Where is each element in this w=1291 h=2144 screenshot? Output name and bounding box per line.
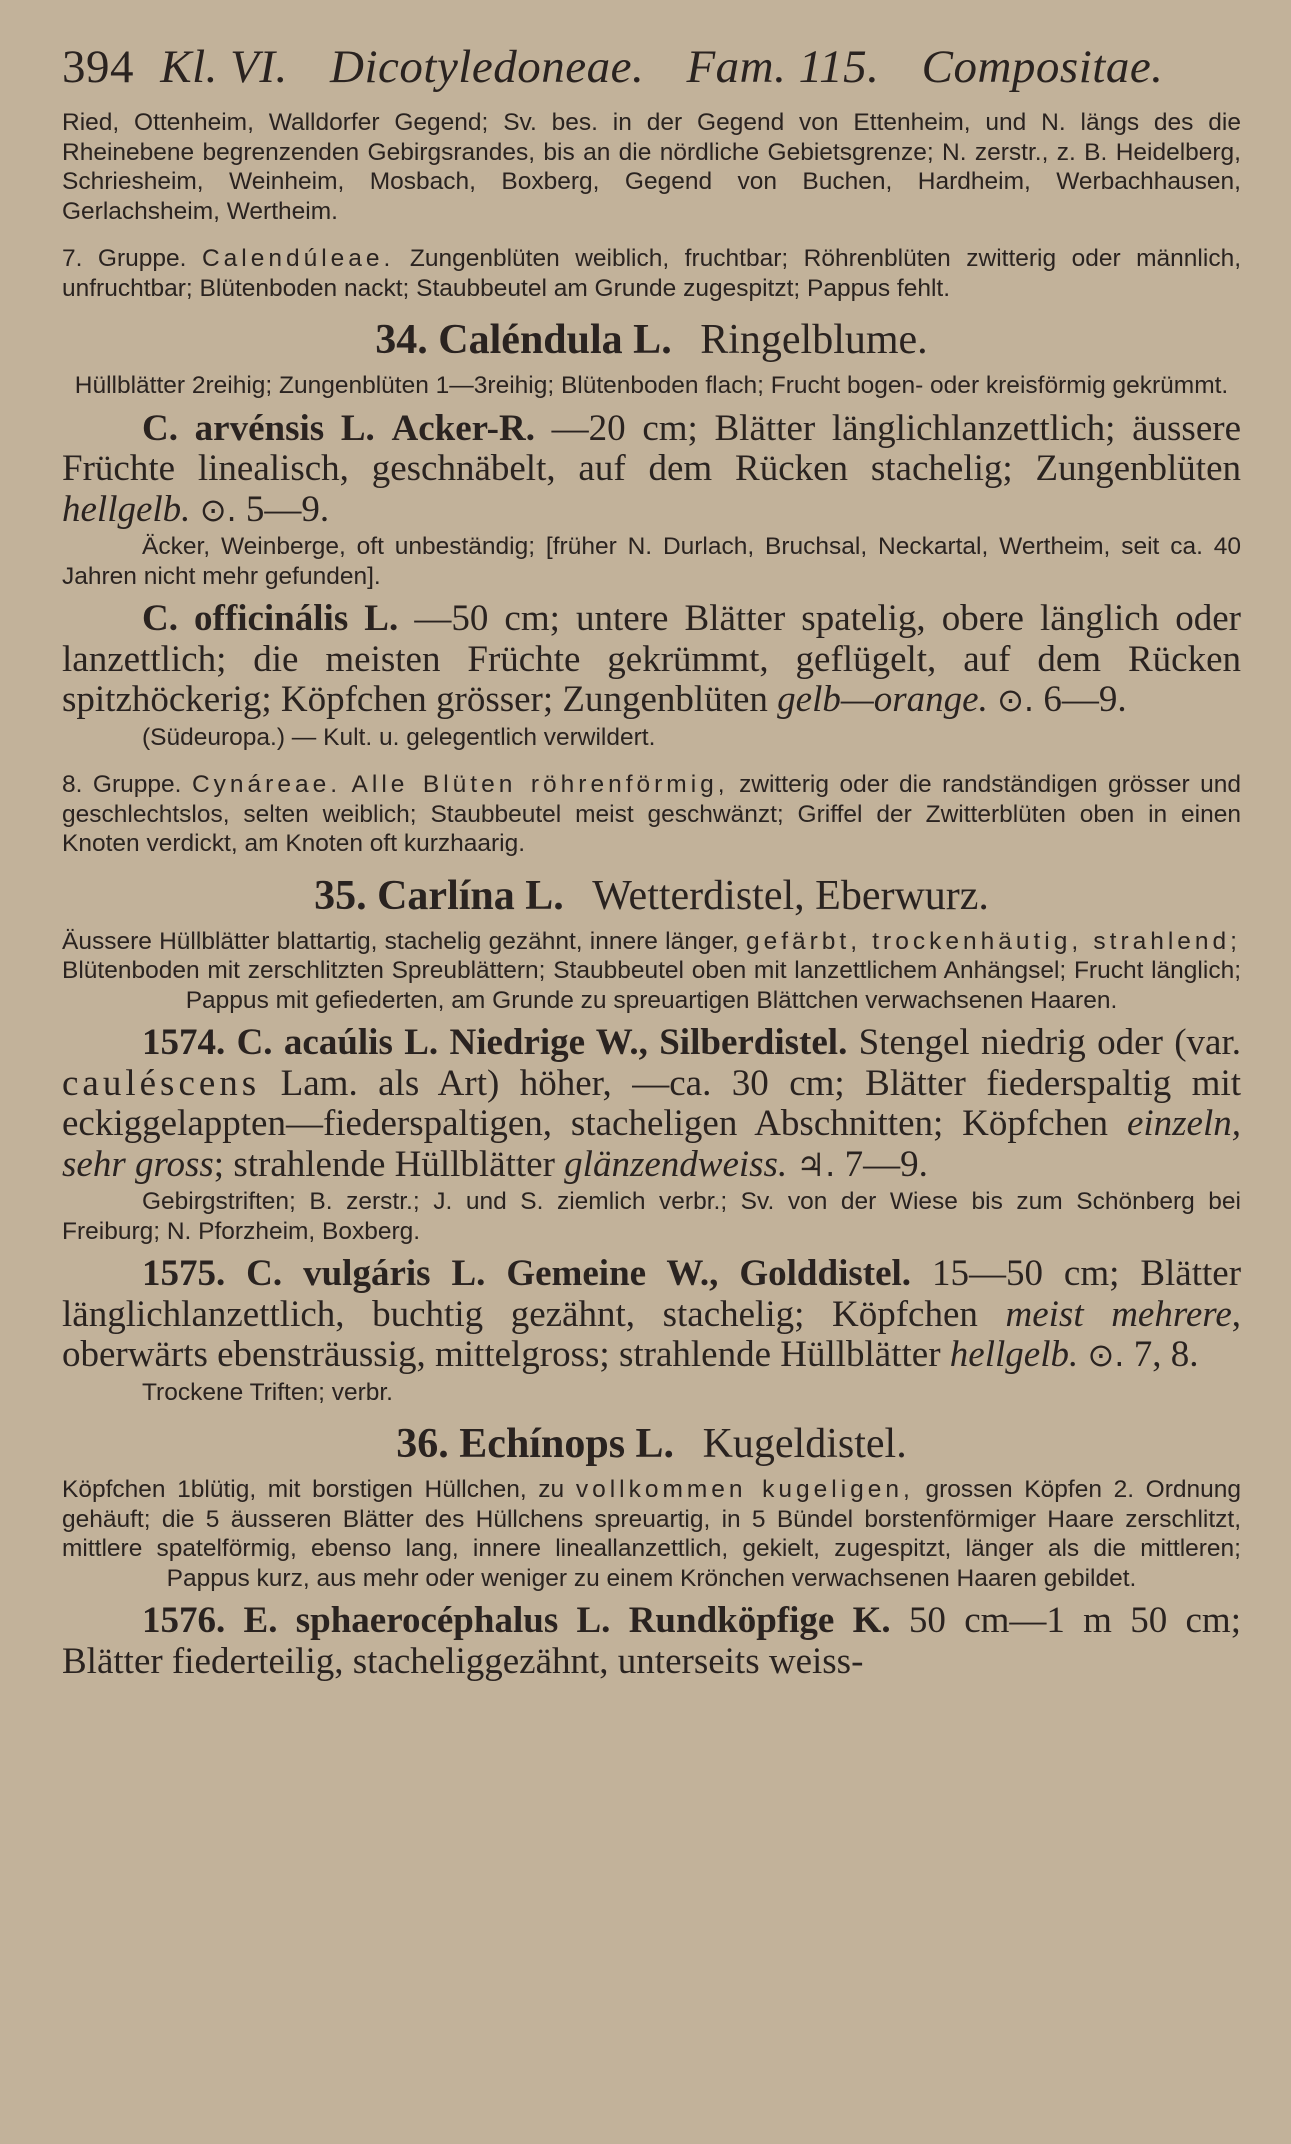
species-arvensis-localities: Äcker, Weinberge, oft unbeständig; [früher N. Durlach, Bruchsal, Neckartal, Wertheim, seit ca. 40 Jahren nicht mehr gefunden]. [62, 533, 1241, 590]
genus-35-description-spaced: gefärbt, trockenhäutig, strahlend; [745, 927, 1241, 955]
species-1574-text-2: Lam. als Art) höher, —ca. 30 cm; Blätter fiederspaltig mit eckiggelappten—fiederspaltigen, stacheligen Abschnitten; Köpfchen [62, 1062, 1242, 1144]
species-1575 [62, 1254, 1241, 1376]
class-label: Kl. VI. [160, 41, 288, 93]
genus-36-heading [62, 1417, 1241, 1471]
intro-localities: Ried, Ottenheim, Walldorfer Gegend; Sv. bes. in der Gegend von Ettenheim, und N. längs des die Rheinebene begrenzenden Gebirgsrandes, bis an die nördliche Gebietsgrenze; N. zerstr., z. B. Heidelberg, Schriesheim, Weinheim, Mosbach, Boxberg, Gegend von Buchen, Hardheim, Werbachhausen, Gerlachsheim, Wertheim. [62, 109, 1241, 225]
genus-36-description-spaced: vollkommen kugeligen, [575, 1476, 914, 1503]
species-officinalis-text: —50 cm; untere Blätter spatelig, obere länglich oder lanzettlich; die meisten Früchte gekrümmt, geflügelt, auf dem Rücken spitzhöckerig; Köpfchen grösser; Zungenblüten [62, 598, 1242, 720]
species-1576-common: Rundköpfige K. [628, 1600, 891, 1641]
running-header [62, 38, 1241, 96]
species-1575-color: hellgelb. [949, 1334, 1079, 1375]
group-8-name: Cynáreae. [191, 771, 342, 798]
species-1575-text-1: 15—50 cm; Blätter länglichlanzettlich, buchtig gezähnt, stachelig; Köpfchen [62, 1253, 1242, 1335]
species-officinalis-color: gelb—orange. [777, 679, 988, 720]
subclass-label: Dicotyledoneae. [330, 41, 645, 93]
species-1574-localities: Gebirgstriften; B. zerstr.; J. und S. ziemlich verbr.; Sv. von der Wiese bis zum Schönberg bei Freiburg; N. Pforzheim, Boxberg. [62, 1188, 1241, 1245]
group-8-label: 8. Gruppe. [62, 771, 182, 798]
genus-35-heading [62, 869, 1241, 923]
species-1574-text-1: Stengel niedrig oder (var. [858, 1022, 1242, 1063]
group-7-label: 7. Gruppe. [62, 245, 187, 272]
species-1576 [62, 1601, 1241, 1682]
species-1575-text-2: , oberwärts ebensträussig, mittelgross; strahlende Hüllblätter [62, 1293, 1241, 1375]
genus-36-number: 36. [396, 1421, 449, 1467]
group-8-text: zwitterig oder die randständigen grösser und geschlechtslos, selten weiblich; Staubbeutel meist geschwänzt; Griffel der Zwitterblüten oben in einen Knoten verdickt, am Knoten oft kurzhaarig. [62, 771, 1242, 857]
group-7-name: Calendúleae. [201, 245, 395, 272]
species-arvensis-color: hellgelb. [62, 488, 191, 530]
species-1576-name: 1576. E. sphaerocéphalus L. [142, 1600, 611, 1641]
group-7-description [62, 244, 1241, 303]
group-7-text: Zungenblüten weiblich, fruchtbar; Röhrenblüten zwitterig oder männlich, unfruchtbar; Blütenboden nackt; Staubbeutel am Grunde zugespitzt; Pappus fehlt. [62, 245, 1241, 302]
species-1575-name: 1575. C. vulgáris L. [142, 1253, 486, 1294]
genus-35-description-b: Blütenboden mit zerschlitzten Spreublättern; Staubbeutel oben mit lanzettlichem Anhängsel; Frucht länglich; Pappus mit gefiederten, am Grunde zu spreuartigen Blättchen verwachsenen Haaren. [62, 957, 1241, 1014]
page-number: 394 [62, 41, 134, 93]
genus-34-common: Ringelblume. [700, 317, 928, 363]
group-8-description [62, 770, 1241, 859]
genus-36-description-a: Köpfchen 1blütig, mit borstigen Hüllchen, zu [62, 1476, 565, 1503]
genus-35-description-a: Äussere Hüllblätter blattartig, stachelig gezähnt, innere länger, [62, 927, 739, 955]
species-officinalis [62, 599, 1241, 721]
species-arvensis-common: Acker-R. [391, 407, 535, 449]
species-1574-months: 7—9. [844, 1143, 928, 1185]
species-1574-italic: einzeln, sehr gross [62, 1103, 1241, 1185]
genus-36-description-b: grossen Köpfen 2. Ordnung gehäuft; die 5 äusseren Blätter des Hüllchens spreuartig, in 5 Bündel borstenförmiger Haare zerschlitzt, mittlere spatelförmig, ebenso lang, innere lineallanzettlich, gekielt, zugespitzt, länger als die mittleren; Pappus kurz, aus mehr oder weniger zu einem Krönchen verwachsenen Haaren gebildet. [62, 1476, 1241, 1592]
genus-36-common: Kugeldistel. [702, 1421, 907, 1467]
species-1574-common: Niedrige W., Silberdistel. [449, 1022, 848, 1063]
genus-34-heading [62, 313, 1241, 367]
species-1574-color: glänzendweiss. [564, 1143, 788, 1185]
genus-35-number: 35. [314, 872, 367, 919]
species-1574-var: cauléscens [62, 1062, 261, 1104]
genus-34-description: Hüllblätter 2reihig; Zungenblüten 1—3reihig; Blütenboden flach; Frucht bogen- oder kreisförmig gekrümmt. [74, 372, 1229, 399]
species-1574-text-3: ; strahlende Hüllblätter [213, 1143, 555, 1185]
biennial-symbol-icon: ⊙. [1087, 1336, 1125, 1374]
annual-symbol-icon: ⊙. [997, 681, 1035, 719]
family-number: Fam. 115. [686, 41, 880, 93]
species-officinalis-months: 6—9. [1043, 679, 1127, 720]
species-1576-text-1: 50 cm—1 m 50 cm; Blätter fiederteilig, stacheliggezähnt, unterseits weiss- [62, 1600, 1241, 1682]
genus-36-description [62, 1475, 1241, 1593]
genus-35-common: Wetterdistel, Eberwurz. [592, 872, 989, 919]
species-1575-common: Gemeine W., Golddistel. [506, 1253, 912, 1294]
genus-35-description [62, 927, 1241, 1016]
group-8-spaced: Alle Blüten röhrenförmig, [351, 771, 729, 798]
perennial-symbol-icon: ♃. [796, 1145, 836, 1184]
species-arvensis [62, 409, 1241, 531]
species-arvensis-text: —20 cm; Blätter länglichlanzettlich; äussere Früchte linealisch, geschnäbelt, auf dem Rücken stachelig; Zungenblüten [62, 407, 1241, 489]
species-1575-localities: Trockene Triften; verbr. [142, 1378, 393, 1406]
genus-34-number: 34. [375, 317, 428, 363]
species-officinalis-name: C. officinális L. [142, 598, 399, 639]
annual-symbol-icon: ⊙. [199, 490, 237, 529]
species-arvensis-months: 5—9. [245, 488, 330, 530]
species-1575-months: 7, 8. [1133, 1334, 1199, 1375]
family-name: Compositae. [921, 41, 1164, 93]
genus-35-name: Carlína L. [377, 872, 564, 919]
species-arvensis-name: C. arvénsis L. [142, 407, 375, 449]
species-1575-italic: meist mehrere [1005, 1293, 1232, 1335]
species-officinalis-localities: (Südeuropa.) — Kult. u. gelegentlich verwildert. [142, 723, 656, 751]
genus-36-name: Echínops L. [459, 1421, 675, 1467]
genus-34-name: Caléndula L. [438, 317, 672, 363]
species-1574 [62, 1023, 1241, 1185]
species-1574-name: 1574. C. acaúlis L. [142, 1022, 439, 1063]
